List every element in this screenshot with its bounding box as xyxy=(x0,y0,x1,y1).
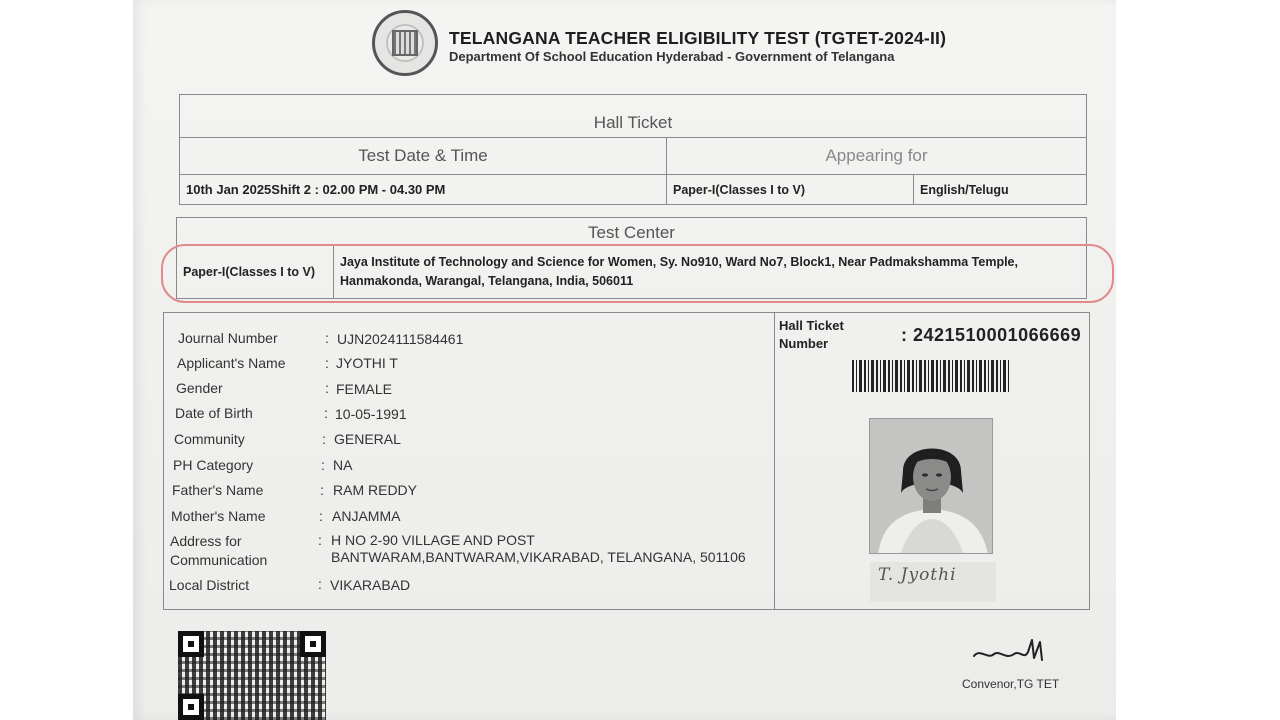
barcode xyxy=(852,360,1009,392)
local-district-label: Local District xyxy=(169,577,250,593)
separator: : xyxy=(318,576,322,592)
document-title: TELANGANA TEACHER ELIGIBILITY TEST (TGTET-2024-II) xyxy=(449,28,947,48)
test-center-paper: Paper-I(Classes I to V) xyxy=(177,246,334,299)
candidate-photo-figure xyxy=(870,419,993,554)
candidate-signature: T. Jyothi xyxy=(878,565,957,585)
father-name-label: Father's Name xyxy=(172,482,264,498)
address-value-line1: H NO 2-90 VILLAGE AND POST xyxy=(331,532,535,548)
hall-ticket-number-label-line1: Hall Ticket xyxy=(779,318,844,333)
ph-category-label: PH Category xyxy=(173,457,254,473)
gender-value: FEMALE xyxy=(336,381,393,397)
convenor-caption: Convenor,TG TET xyxy=(962,677,1060,691)
hall-ticket-heading: Hall Ticket xyxy=(180,95,1087,138)
qr-finder xyxy=(300,631,326,657)
father-name-value: RAM REDDY xyxy=(333,482,418,498)
state-seal-logo xyxy=(372,10,438,76)
applicant-name-label: Applicant's Name xyxy=(177,355,286,371)
date-of-birth-label: Date of Birth xyxy=(175,405,253,421)
address-value-line2: BANTWARAM,BANTWARAM,VIKARABAD, TELANGANA, 501106 xyxy=(331,549,746,565)
gender-label: Gender xyxy=(176,380,223,396)
local-district-value: VIKARABAD xyxy=(330,577,411,593)
hall-ticket-number-value: : 2421510001066669 xyxy=(901,325,1082,345)
address-label-line2: Communication xyxy=(170,552,268,568)
appearing-paper-value: Paper-I(Classes I to V) xyxy=(667,175,914,205)
mother-name-label: Mother's Name xyxy=(171,508,266,524)
language-value: English/Telugu xyxy=(914,175,1087,205)
separator: : xyxy=(325,355,329,371)
date-of-birth-value: 10-05-1991 xyxy=(335,406,407,422)
community-value: GENERAL xyxy=(334,431,401,447)
community-label: Community xyxy=(174,431,245,447)
separator: : xyxy=(324,405,328,421)
applicant-name-value: JYOTHI T xyxy=(336,355,398,371)
convenor-signature-icon xyxy=(970,630,1050,666)
appearing-for-heading: Appearing for xyxy=(667,138,1087,175)
separator: : xyxy=(318,532,322,548)
hall-ticket-table xyxy=(179,94,1087,205)
separator: : xyxy=(325,380,329,396)
test-center-heading: Test Center xyxy=(177,218,1087,246)
ph-category-value: NA xyxy=(333,457,353,473)
separator: : xyxy=(322,431,326,447)
separator: : xyxy=(320,482,324,498)
qr-finder xyxy=(178,631,204,657)
journal-number-value: UJN2024111584461 xyxy=(337,331,464,347)
candidate-photo xyxy=(869,418,993,554)
qr-code xyxy=(178,631,326,720)
separator: : xyxy=(321,457,325,473)
mother-name-value: ANJAMMA xyxy=(332,508,401,524)
test-center-address-line1: Jaya Institute of Technology and Science for Women, Sy. No910, Ward No7, Block1, Near Padmakshamma Temple, xyxy=(340,255,1018,269)
separator: : xyxy=(325,330,329,346)
test-center-highlight xyxy=(161,244,1114,303)
address-label: Address for xyxy=(170,533,242,549)
hall-ticket-number-label-line2: Number xyxy=(779,336,829,351)
journal-number-label: Journal Number xyxy=(178,330,278,346)
test-date-time-heading: Test Date & Time xyxy=(180,138,667,175)
test-date-time-value: 10th Jan 2025Shift 2 : 02.00 PM - 04.30 PM xyxy=(180,175,667,205)
test-center-address-line2: Hanmakonda, Warangal, Telangana, India, 506011 xyxy=(340,274,634,288)
hall-ticket-number-label xyxy=(779,317,844,353)
qr-finder xyxy=(178,694,204,720)
separator: : xyxy=(319,508,323,524)
document-subtitle: Department Of School Education Hyderabad - Government of Telangana xyxy=(449,49,895,64)
